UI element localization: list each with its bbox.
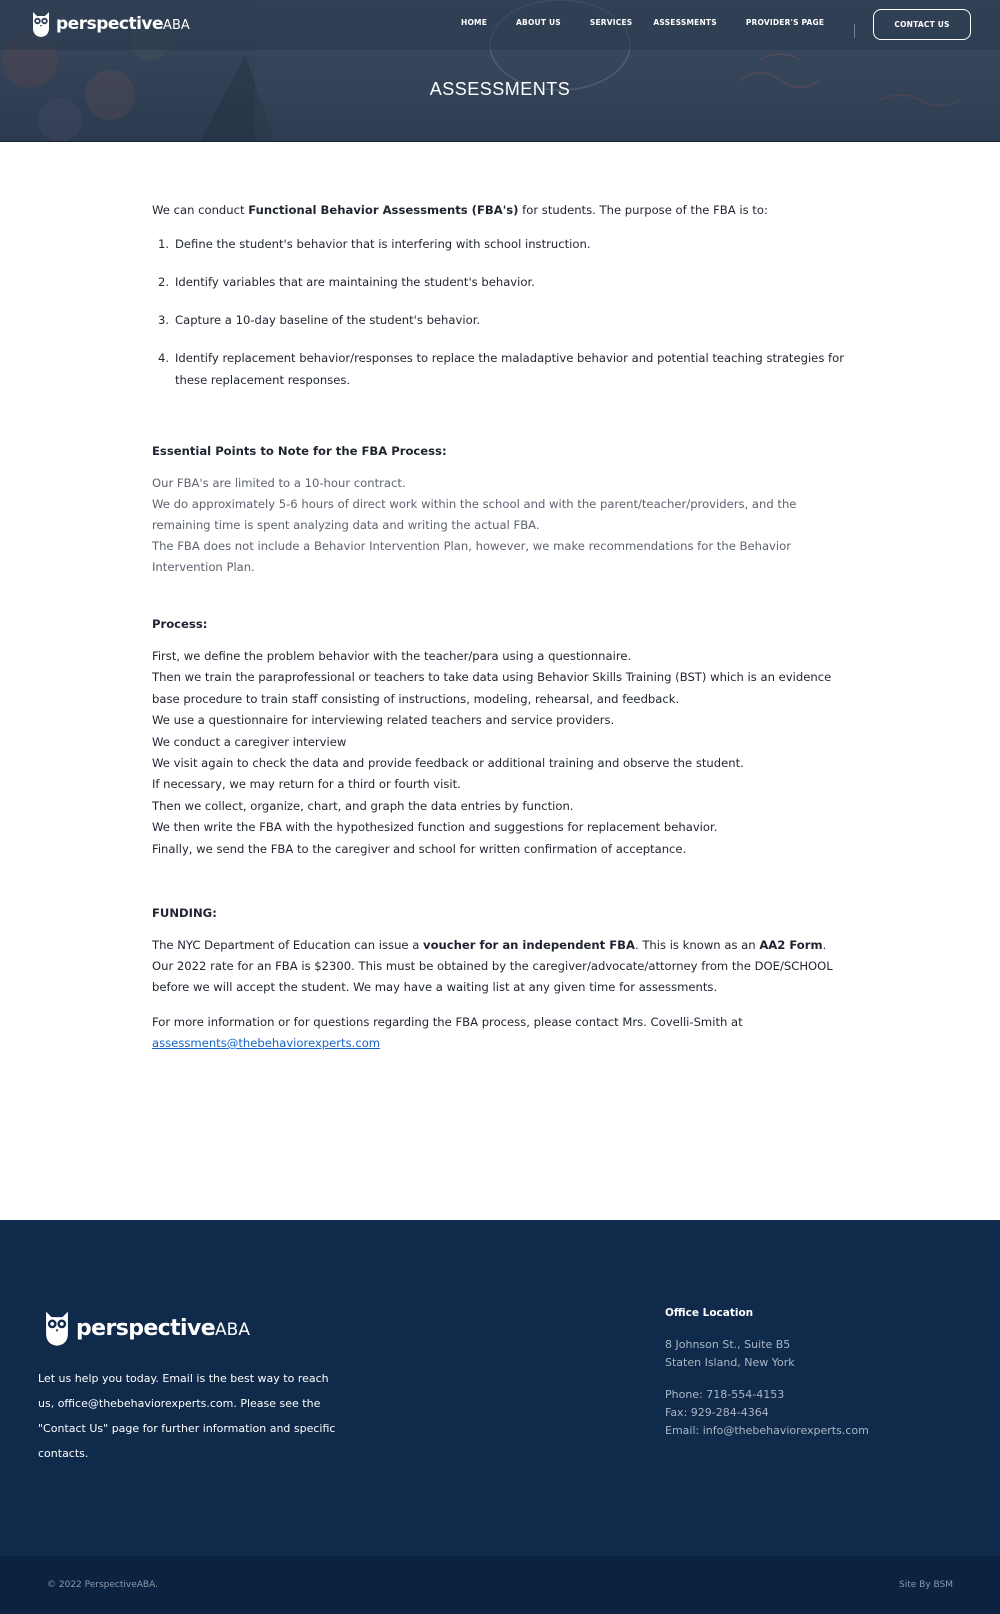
process-heading: Process: (152, 617, 208, 631)
office-details (665, 1336, 869, 1440)
office-email[interactable]: Email: info@thebehaviorexperts.com (665, 1424, 869, 1437)
essential-line: Our FBA's are limited to a 10-hour contract. (152, 476, 406, 490)
office-phone[interactable]: Phone: 718-554-4153 (665, 1388, 785, 1401)
nav-providers-page[interactable]: PROVIDER'S PAGE (745, 18, 825, 27)
funding-paragraph: The NYC Department of Education can issue a voucher for an independent FBA. This is known as an AA2 Form. Our 2022 rate for an FBA is $2300. This must be obtained by the caregiver/advocate/attorney from the DOE/SCHOOL before we will accept the student. We may have a waiting list at any given time for assessments. (152, 938, 833, 994)
footer-description: Let us help you today. Email is the best way to reach us, office@thebehaviorexperts.com. Please see the "Contact Us" page for further information and specific contacts. (38, 1372, 336, 1460)
assessments-email-link[interactable]: assessments@thebehaviorexperts.com (152, 1036, 381, 1050)
office-address-line: 8 Johnson St., Suite B5 (665, 1338, 791, 1351)
process-line: We conduct a caregiver interview (152, 734, 347, 749)
page-title: ASSESSMENTS (429, 79, 571, 99)
essential-points-text (152, 473, 852, 578)
list-item: 4. Identify replacement behavior/responses to replace the maladaptive behavior and potential teaching strategies for these replacement responses. (158, 351, 844, 387)
footer-logo-wordmark: perspectiveABA (76, 1315, 250, 1341)
list-item: 1. Define the student's behavior that is interfering with school instruction. (158, 237, 591, 251)
main-navigation (461, 18, 824, 27)
intro-paragraph: We can conduct Functional Behavior Assessments (FBA's) for students. The purpose of the FBA is to: (152, 203, 768, 217)
hero-banner (0, 0, 1000, 142)
owl-logo-icon (30, 10, 52, 38)
process-line: If necessary, we may return for a third or fourth visit. (152, 777, 461, 792)
footer-logo[interactable] (42, 1308, 250, 1348)
funding-heading: FUNDING: (152, 906, 217, 920)
process-line: We visit again to check the data and provide feedback or additional training and observe the student. (152, 756, 744, 771)
nav-home[interactable]: HOME (461, 18, 488, 27)
process-line: Then we collect, organize, chart, and graph the data entries by function. (152, 798, 574, 813)
process-line: Finally, we send the FBA to the caregiver and school for written confirmation of acceptance. (152, 841, 687, 856)
process-steps (152, 646, 852, 860)
contact-us-button[interactable]: CONTACT US (873, 9, 971, 40)
footer-bottom-bar (0, 1556, 1000, 1614)
process-line: We use a questionnaire for interviewing related teachers and service providers. (152, 713, 615, 728)
site-logo[interactable] (30, 10, 190, 38)
list-item: 2. Identify variables that are maintaining the student's behavior. (158, 275, 535, 289)
list-item: 3. Capture a 10-day baseline of the student's behavior. (158, 313, 481, 327)
office-address-line: Staten Island, New York (665, 1356, 795, 1369)
site-by-credit[interactable]: Site By BSM (899, 1580, 953, 1590)
essential-line: The FBA does not include a Behavior Intervention Plan, however, we make recommendations for the Behavior Intervention Plan. (152, 539, 792, 574)
nav-services[interactable]: SERVICES (589, 18, 633, 27)
site-footer (0, 1220, 1000, 1556)
essential-points-heading: Essential Points to Note for the FBA Process: (152, 444, 447, 458)
office-location-heading: Office Location (665, 1307, 754, 1319)
process-line: Then we train the paraprofessional or teachers to take data using Behavior Skills Training (BST) which is an evidence base procedure to train staff consisting of instructions, modeling, rehearsal, and feedback. (152, 670, 832, 706)
process-line: We then write the FBA with the hypothesized function and suggestions for replacement behavior. (152, 820, 718, 835)
owl-logo-icon (42, 1308, 72, 1348)
process-line: First, we define the problem behavior with the teacher/para using a questionnaire. (152, 649, 632, 663)
logo-wordmark: perspectiveABA (56, 14, 190, 34)
office-fax: Fax: 929-284-4364 (665, 1406, 769, 1419)
essential-line: We do approximately 5-6 hours of direct work within the school and with the parent/teacher/providers, and the remaining time is spent analyzing data and writing the actual FBA. (152, 497, 797, 532)
nav-divider (854, 24, 855, 38)
copyright-text: © 2022 PerspectiveABA. (47, 1580, 158, 1590)
nav-assessments[interactable]: ASSESSMENTS (653, 18, 717, 27)
fba-purpose-list (152, 233, 852, 407)
nav-about-us[interactable]: ABOUT US (516, 18, 561, 27)
contact-info-paragraph: For more information or for questions regarding the FBA process, please contact Mrs. Covelli-Smith at assessments@thebehaviorexperts.com (152, 1015, 743, 1050)
